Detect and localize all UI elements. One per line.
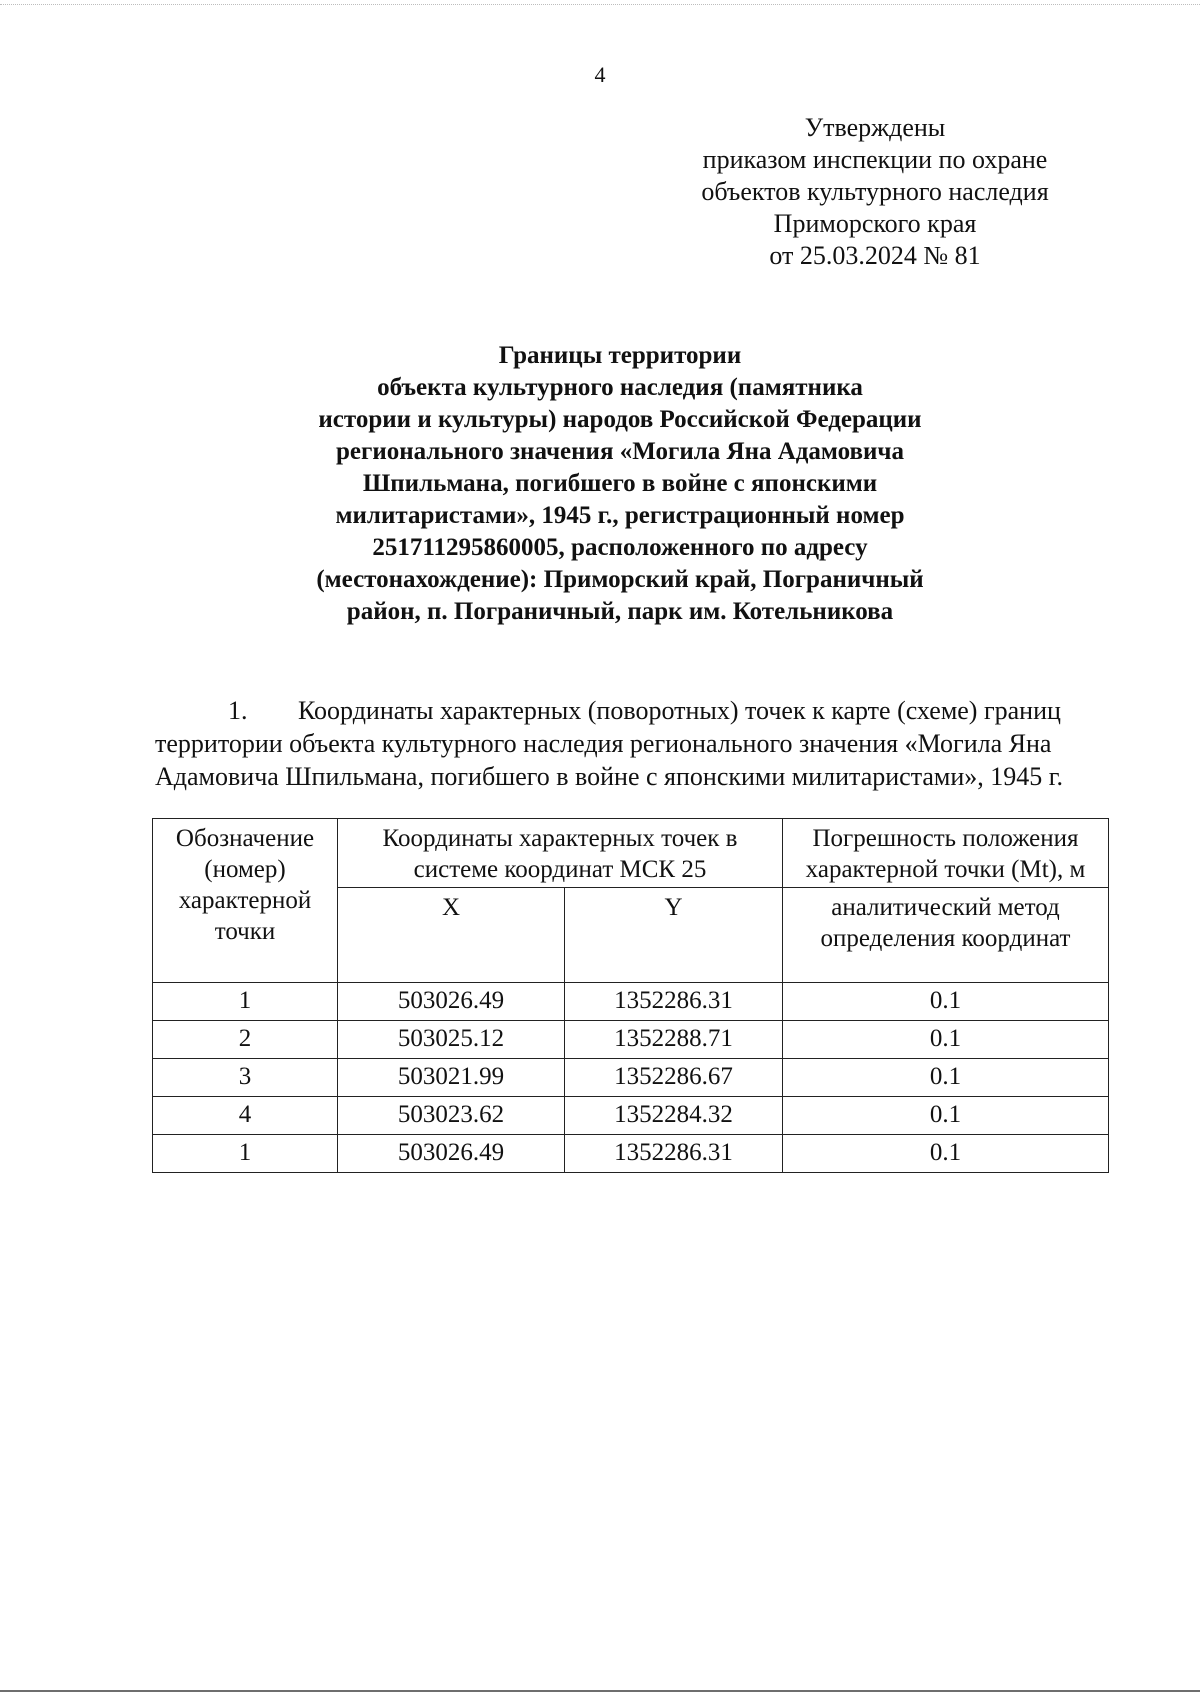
header-coordinates: Координаты характерных точек в системе координат МСК 25: [338, 819, 783, 888]
title-line: (местонахождение): Приморский край, Пограничный: [316, 566, 924, 593]
cell-y: 1352286.31: [565, 1135, 783, 1173]
approval-line: Утверждены: [804, 113, 946, 142]
page-number: 4: [594, 62, 606, 87]
cell-point: 1: [153, 1135, 338, 1173]
approval-block: [655, 112, 1095, 272]
cell-x: 503021.99: [338, 1059, 565, 1097]
title-line: регионального значения «Могила Яна Адамовича: [335, 438, 905, 465]
cell-point: 3: [153, 1059, 338, 1097]
cell-error: 0.1: [783, 1135, 1109, 1173]
title-line: район, п. Пограничный, парк им. Котельникова: [346, 598, 894, 625]
title-line: объекта культурного наследия (памятника: [377, 374, 863, 401]
table-row: [153, 983, 1109, 1021]
coordinates-table: [152, 818, 1109, 1173]
approval-line: объектов культурного наследия: [701, 177, 1049, 206]
paragraph-line: Адамовича Шпильмана, погибшего в войне с японскими милитаристами», 1945 г.: [155, 762, 1064, 791]
cell-point: 1: [153, 983, 338, 1021]
header-point: Обозначение (номер) характерной точки: [153, 819, 338, 983]
approval-line: приказом инспекции по охране: [702, 145, 1048, 174]
approval-date-line: от 25.03.2024 № 81: [769, 241, 981, 270]
paragraph-text: Координаты характерных (поворотных) точек к карте (схеме) границ: [298, 696, 1061, 725]
title-line: 251711295860005, расположенного по адресу: [372, 534, 868, 561]
cell-y: 1352286.67: [565, 1059, 783, 1097]
cell-x: 503025.12: [338, 1021, 565, 1059]
cell-error: 0.1: [783, 983, 1109, 1021]
cell-error: 0.1: [783, 1097, 1109, 1135]
cell-x: 503026.49: [338, 1135, 565, 1173]
cell-y: 1352286.31: [565, 983, 783, 1021]
header-x: X: [338, 888, 565, 983]
header-error: Погрешность положения характерной точки (Mt), м: [783, 819, 1109, 888]
cell-x: 503026.49: [338, 983, 565, 1021]
table-header-row: [153, 819, 1109, 888]
scan-edge-top: [0, 4, 1200, 5]
paragraph-1: [155, 694, 1140, 793]
header-y: Y: [565, 888, 783, 983]
header-method: аналитический метод определения координат: [783, 888, 1109, 983]
cell-y: 1352288.71: [565, 1021, 783, 1059]
document-title: [190, 340, 1050, 628]
cell-error: 0.1: [783, 1059, 1109, 1097]
title-line: Границы территории: [498, 342, 742, 369]
title-line: милитаристами», 1945 г., регистрационный номер: [335, 502, 905, 529]
cell-y: 1352284.32: [565, 1097, 783, 1135]
cell-point: 2: [153, 1021, 338, 1059]
cell-error: 0.1: [783, 1021, 1109, 1059]
table-row: [153, 1021, 1109, 1059]
paragraph-line: территории объекта культурного наследия регионального значения «Могила Яна: [155, 729, 1052, 758]
scan-edge-bottom: [0, 1690, 1200, 1692]
table-row: [153, 1059, 1109, 1097]
cell-x: 503023.62: [338, 1097, 565, 1135]
title-line: истории и культуры) народов Российской Федерации: [318, 406, 922, 433]
paragraph-line: [155, 694, 1140, 727]
paragraph-number: 1.: [228, 696, 248, 725]
table-row: [153, 1097, 1109, 1135]
approval-line: Приморского края: [773, 209, 977, 238]
cell-point: 4: [153, 1097, 338, 1135]
title-line: Шпильмана, погибшего в войне с японскими: [362, 470, 878, 497]
table-row: [153, 1135, 1109, 1173]
